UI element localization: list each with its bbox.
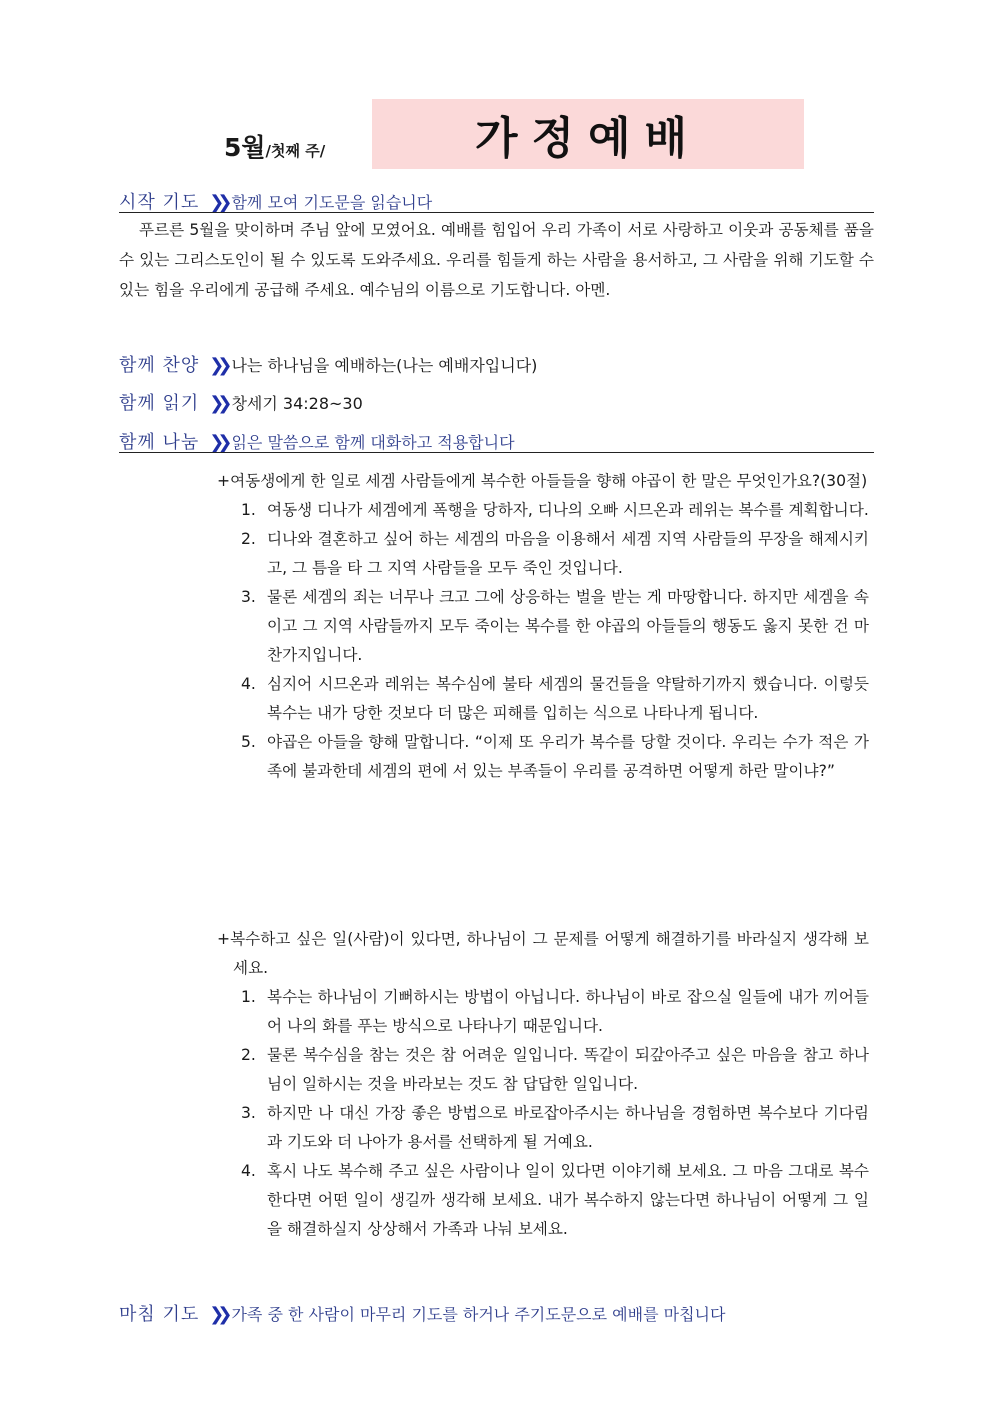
answer-item	[241, 525, 869, 583]
section-label: 시작 기도	[119, 192, 200, 213]
answer-item	[241, 1041, 869, 1099]
answer-number: 3.	[241, 588, 256, 606]
answer-item	[241, 496, 869, 525]
answer-number: 3.	[241, 1104, 256, 1122]
answer-text: 야곱은 아들을 향해 말합니다. “이제 또 우리가 복수를 당할 것이다. 우리는 수가 적은 가족에 불과한데 세겜의 편에 서 있는 부족들이 우리를 공격하면 어떻게 하란 말이냐?”	[267, 733, 869, 780]
double-chevron-icon: ❯❯	[209, 355, 226, 376]
section-closing-prayer	[119, 1300, 874, 1326]
answer-number: 2.	[241, 530, 256, 548]
answer-number: 2.	[241, 1046, 256, 1064]
double-chevron-icon: ❯❯	[209, 1304, 226, 1325]
answer-item	[241, 1099, 869, 1157]
question-text: +여동생에게 한 일로 세겜 사람들에게 복수한 아들들을 향해 야곱이 한 말은 무엇인가요?(30절)	[217, 472, 868, 490]
double-chevron-icon: ❯❯	[209, 192, 226, 213]
section-label: 함께 찬양	[119, 355, 200, 376]
double-chevron-icon: ❯❯	[209, 393, 226, 414]
answer-item	[241, 983, 869, 1041]
answer-text: 심지어 시므온과 레위는 복수심에 불타 세겜의 물건들을 약탈하기까지 했습니다. 이렇듯 복수는 내가 당한 것보다 더 많은 피해를 입히는 식으로 나타나게 됩니다.	[267, 675, 869, 722]
month-label: 5월	[224, 133, 266, 162]
section-label: 함께 읽기	[119, 393, 200, 414]
answer-text: 여동생 디나가 세겜에게 폭행을 당하자, 디나의 오빠 시므온과 레위는 복수를 계획합니다.	[267, 501, 869, 519]
section-sharing	[119, 428, 874, 454]
section-description: 가족 중 한 사람이 마무리 기도를 하거나 주기도문으로 예배를 마칩니다	[231, 1305, 726, 1324]
answer-text: 혹시 나도 복수해 주고 싶은 사람이나 일이 있다면 이야기해 보세요. 그 마음 그대로 복수한다면 어떤 일이 생길까 생각해 보세요. 내가 복수하지 않는다면 하나님이 어떻게 그 일을 해결하실지 상상해서 가족과 나눠 보세요.	[267, 1162, 869, 1238]
section-description: 나는 하나님을 예배하는(나는 예배자입니다)	[231, 356, 538, 375]
answer-number: 4.	[241, 675, 256, 693]
answer-text: 복수는 하나님이 기뻐하시는 방법이 아닙니다. 하나님이 바로 잡으실 일들에 내가 끼어들어 나의 화를 푸는 방식으로 나타나기 때문입니다.	[267, 988, 869, 1035]
section-description: 읽은 말씀으로 함께 대화하고 적용합니다	[231, 433, 515, 452]
section-label: 마침 기도	[119, 1304, 200, 1325]
answer-item	[241, 1157, 869, 1244]
answer-list	[217, 496, 869, 786]
answer-number: 5.	[241, 733, 256, 751]
answer-number: 4.	[241, 1162, 256, 1180]
answer-list	[217, 983, 869, 1244]
section-divider	[119, 452, 874, 453]
question-text: +복수하고 싶은 일(사람)이 있다면, 하나님이 그 문제를 어떻게 해결하기를 바라실지 생각해 보세요.	[217, 930, 869, 977]
answer-number: 1.	[241, 988, 256, 1006]
page-title-box	[372, 99, 804, 169]
answer-text: 디나와 결혼하고 싶어 하는 세겜의 마음을 이용해서 세겜 지역 사람들의 무장을 해제시키고, 그 틈을 타 그 지역 사람들을 모두 죽인 것입니다.	[267, 530, 869, 577]
section-description: 함께 모여 기도문을 읽습니다	[231, 193, 433, 212]
answer-item	[241, 583, 869, 670]
question-block-2	[217, 925, 869, 1244]
section-hymn	[119, 351, 874, 377]
answer-text: 물론 복수심을 참는 것은 참 어려운 일입니다. 똑같이 되갚아주고 싶은 마음을 참고 하나님이 일하시는 것을 바라보는 것도 참 답답한 일입니다.	[267, 1046, 869, 1093]
answer-text: 물론 세겜의 죄는 너무나 크고 그에 상응하는 벌을 받는 게 마땅합니다. 하지만 세겜을 속이고 그 지역 사람들까지 모두 죽이는 복수를 한 야곱의 아들들의 행동도 옳지 못한 건 마찬가지입니다.	[267, 588, 869, 664]
answer-item	[241, 670, 869, 728]
opening-prayer-text: 푸르른 5월을 맞이하며 주님 앞에 모였어요. 예배를 힘입어 우리 가족이 서로 사랑하고 이웃과 공동체를 품을 수 있는 그리스도인이 될 수 있도록 도와주세요. 우리를 힘들게 하는 사람을 용서하고, 그 사람을 위해 기도할 수 있는 힘을 우리에게 공급해 주세요. 예수님의 이름으로 기도합니다. 아멘.	[119, 221, 874, 299]
section-label: 함께 나눔	[119, 432, 200, 453]
week-label: /첫째 주/	[265, 142, 326, 160]
answer-item	[241, 728, 869, 786]
double-chevron-icon: ❯❯	[209, 432, 226, 453]
header-date	[224, 128, 325, 164]
section-reading	[119, 389, 874, 415]
page-title: 가정예배	[474, 113, 701, 164]
section-divider	[119, 212, 874, 213]
question-block-1	[217, 467, 869, 786]
answer-text: 하지만 나 대신 가장 좋은 방법으로 바로잡아주시는 하나님을 경험하면 복수보다 기다림과 기도와 더 나아가 용서를 선택하게 될 거예요.	[267, 1104, 869, 1151]
answer-number: 1.	[241, 501, 256, 519]
section-opening-prayer	[119, 188, 874, 214]
section-description: 창세기 34:28~30	[231, 394, 363, 413]
